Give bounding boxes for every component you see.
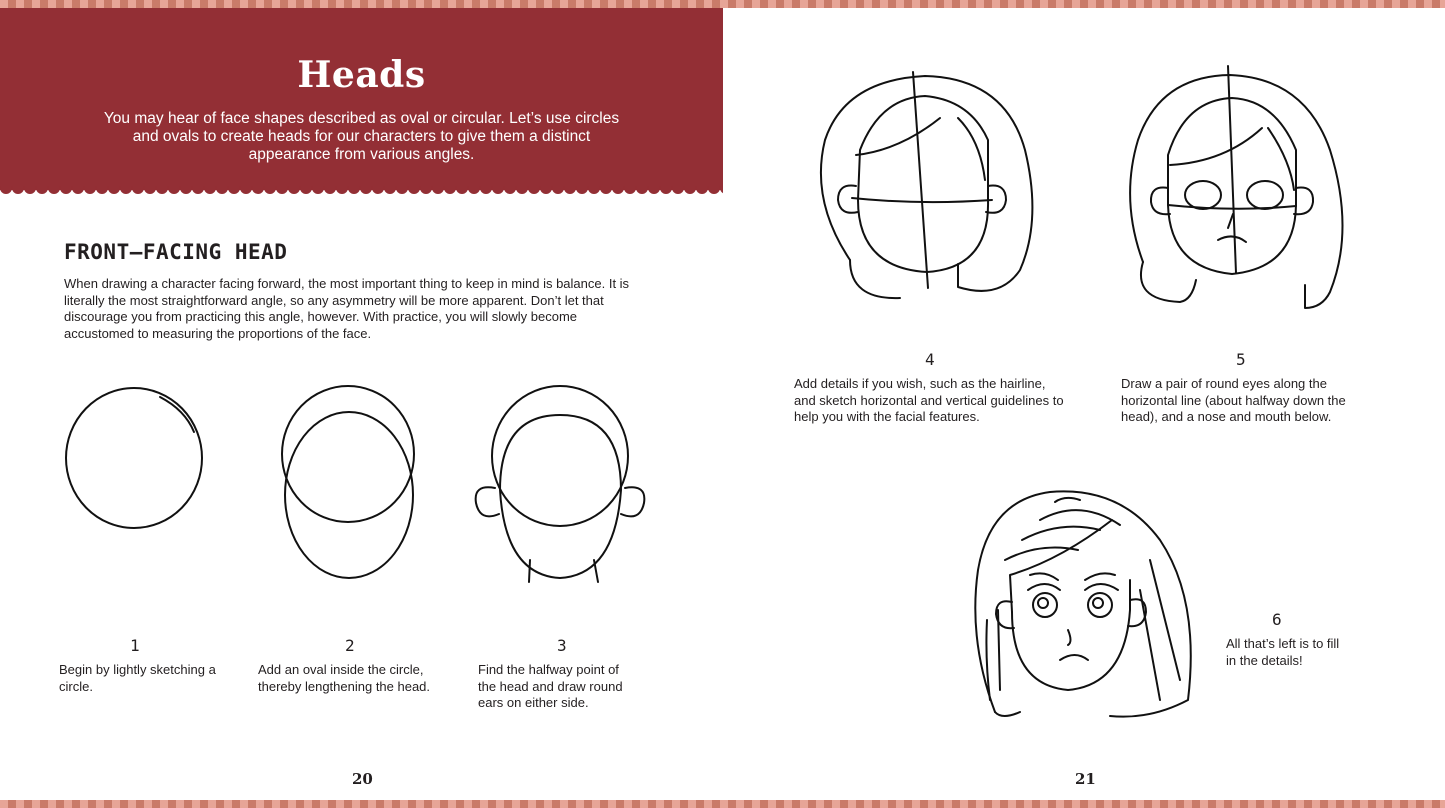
step-5-number: 5 [1236, 350, 1246, 369]
step-2-caption: Add an oval inside the circle, thereby lengthening the head. [258, 662, 431, 694]
intro-paragraph: You may hear of face shapes described as oval or circular. Let’s use circles and ovals to create heads for our characters to give them a distinct appearance from various angles. [103, 110, 620, 163]
step-5-caption: Draw a pair of round eyes along the horizontal line (about halfway down the head), and a nose and mouth below. [1121, 376, 1346, 425]
step-1-number: 1 [130, 636, 140, 655]
section-heading: FRONT—FACING HEAD [64, 240, 288, 264]
step-4-number: 4 [925, 350, 935, 369]
step-5-drawing [1130, 66, 1342, 308]
step-6-number: 6 [1272, 610, 1282, 629]
step-1-drawing [66, 388, 202, 528]
step-4-drawing [821, 72, 1033, 298]
step-1-caption: Begin by lightly sketching a circle. [59, 662, 216, 694]
step-6-caption: All that’s left is to fill in the details! [1226, 636, 1340, 668]
step-6-drawing [975, 491, 1190, 716]
page-number-right: 21 [1075, 770, 1096, 788]
step-3-number: 3 [557, 636, 567, 655]
step-2-drawing [282, 386, 414, 578]
page-number-left: 20 [352, 770, 373, 788]
section-body: When drawing a character facing forward, the most important thing to keep in mind is balance. It is literally the most straightforward angle, so any asymmetry will be more apparent. Don’t let that discourage you from practicing this angle, however. With practice, you will slowly become accustomed to measuring the proportions of the face. [64, 276, 630, 341]
step-3-caption: Find the halfway point of the head and draw round ears on either side. [478, 662, 623, 711]
step-3-drawing [476, 386, 645, 582]
step-2-number: 2 [345, 636, 355, 655]
page-title: Heads [297, 54, 426, 96]
step-4-caption: Add details if you wish, such as the hairline, and sketch horizontal and vertical guidelines to help you with the facial features. [794, 376, 1064, 425]
